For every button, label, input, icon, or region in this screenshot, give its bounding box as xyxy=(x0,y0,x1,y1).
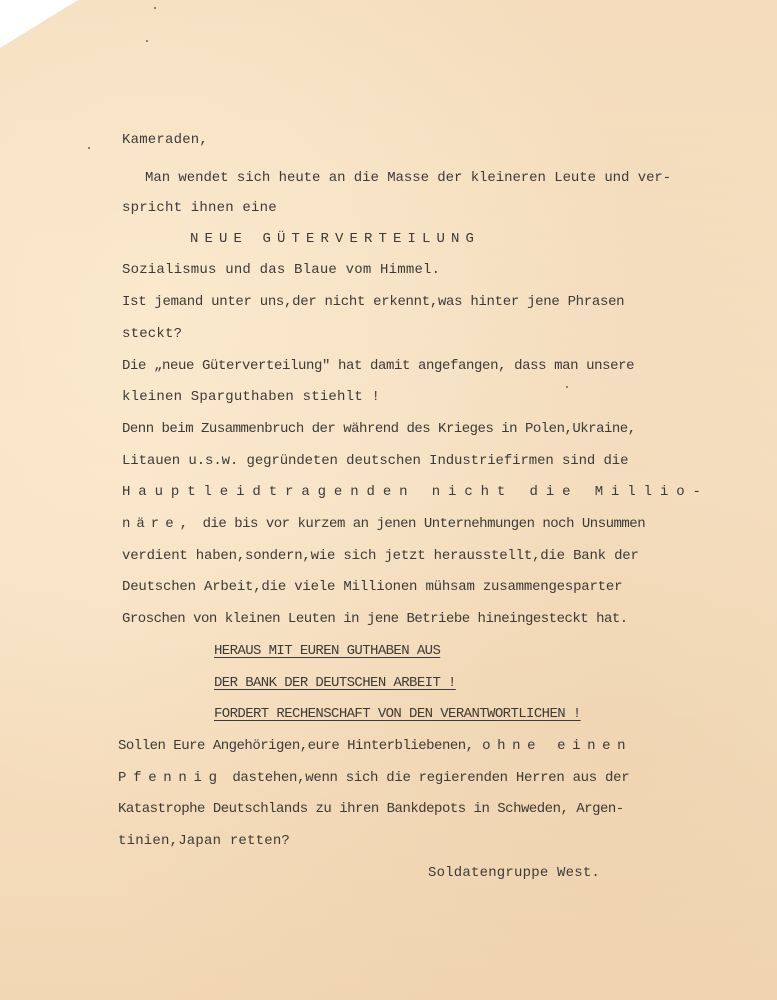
text-line-14: Deutschen Arbeit,die viele Millionen mühsam zusammengesparter xyxy=(122,579,623,595)
signature: Soldatengruppe West. xyxy=(428,865,601,881)
text-line-17-rest: dastehen,wenn sich die regierenden Herren aus der xyxy=(232,770,630,786)
paper-speck xyxy=(154,7,156,9)
folded-corner xyxy=(0,0,78,48)
demand-3: FORDERT RECHENSCHAFT VON DEN VERANTWORTLICHEN ! xyxy=(214,706,581,722)
text-line-17 xyxy=(118,770,629,786)
text-line-6: steckt? xyxy=(122,326,183,342)
text-line-12-spaced: näre, xyxy=(122,516,195,532)
text-line-9: Denn beim Zusammenbruch der während des Krieges in Polen,Ukraine, xyxy=(122,421,636,437)
paper-speck xyxy=(146,40,148,42)
text-line-18: Katastrophe Deutschlands zu ihren Bankdepots in Schweden, Argen- xyxy=(118,801,624,817)
text-line-4: Sozialismus und das Blaue vom Himmel. xyxy=(122,262,441,278)
intro-line-2: spricht ihnen eine xyxy=(122,200,277,216)
text-line-11: Hauptleidtragenden nicht die Millio- xyxy=(122,484,709,500)
text-line-5: Ist jemand unter uns,der nicht erkennt,was hinter jene Phrasen xyxy=(122,294,625,310)
text-line-15: Groschen von kleinen Leuten in jene Betriebe hineingesteckt hat. xyxy=(122,611,628,627)
text-line-7: Die „neue Güterverteilung" hat damit angefangen, dass man unsere xyxy=(122,358,635,374)
intro-line-1: Man wendet sich heute an die Masse der kleineren Leute und ver- xyxy=(145,170,672,186)
demand-2: DER BANK DER DEUTSCHEN ARBEIT ! xyxy=(214,675,456,691)
text-line-17-spaced: Pfennig xyxy=(118,770,224,786)
text-line-16-start: Sollen Eure Angehörigen,eure Hinterbliebenen, xyxy=(118,738,474,754)
salutation: Kameraden, xyxy=(122,132,209,148)
text-line-13: verdient haben,sondern,wie sich jetzt herausstellt,die Bank der xyxy=(122,548,639,564)
text-line-10: Litauen u.s.w. gegründeten deutschen Industriefirmen sind die xyxy=(122,453,629,469)
text-line-12-rest: die bis vor kurzem an jenen Unternehmungen noch Unsummen xyxy=(202,516,646,532)
paper-speck xyxy=(88,147,90,149)
text-line-8: kleinen Sparguthaben stiehlt ! xyxy=(122,389,381,405)
text-line-19: tinien,Japan retten? xyxy=(118,833,291,849)
text-line-16-spaced: ohne einen xyxy=(482,738,633,754)
paper-speck xyxy=(566,386,568,388)
headline: NEUE GÜTERVERTEILUNG xyxy=(190,231,481,247)
text-line-12 xyxy=(122,516,645,532)
demand-1: HERAUS MIT EUREN GUTHABEN AUS xyxy=(214,643,441,659)
text-line-16 xyxy=(118,738,632,754)
